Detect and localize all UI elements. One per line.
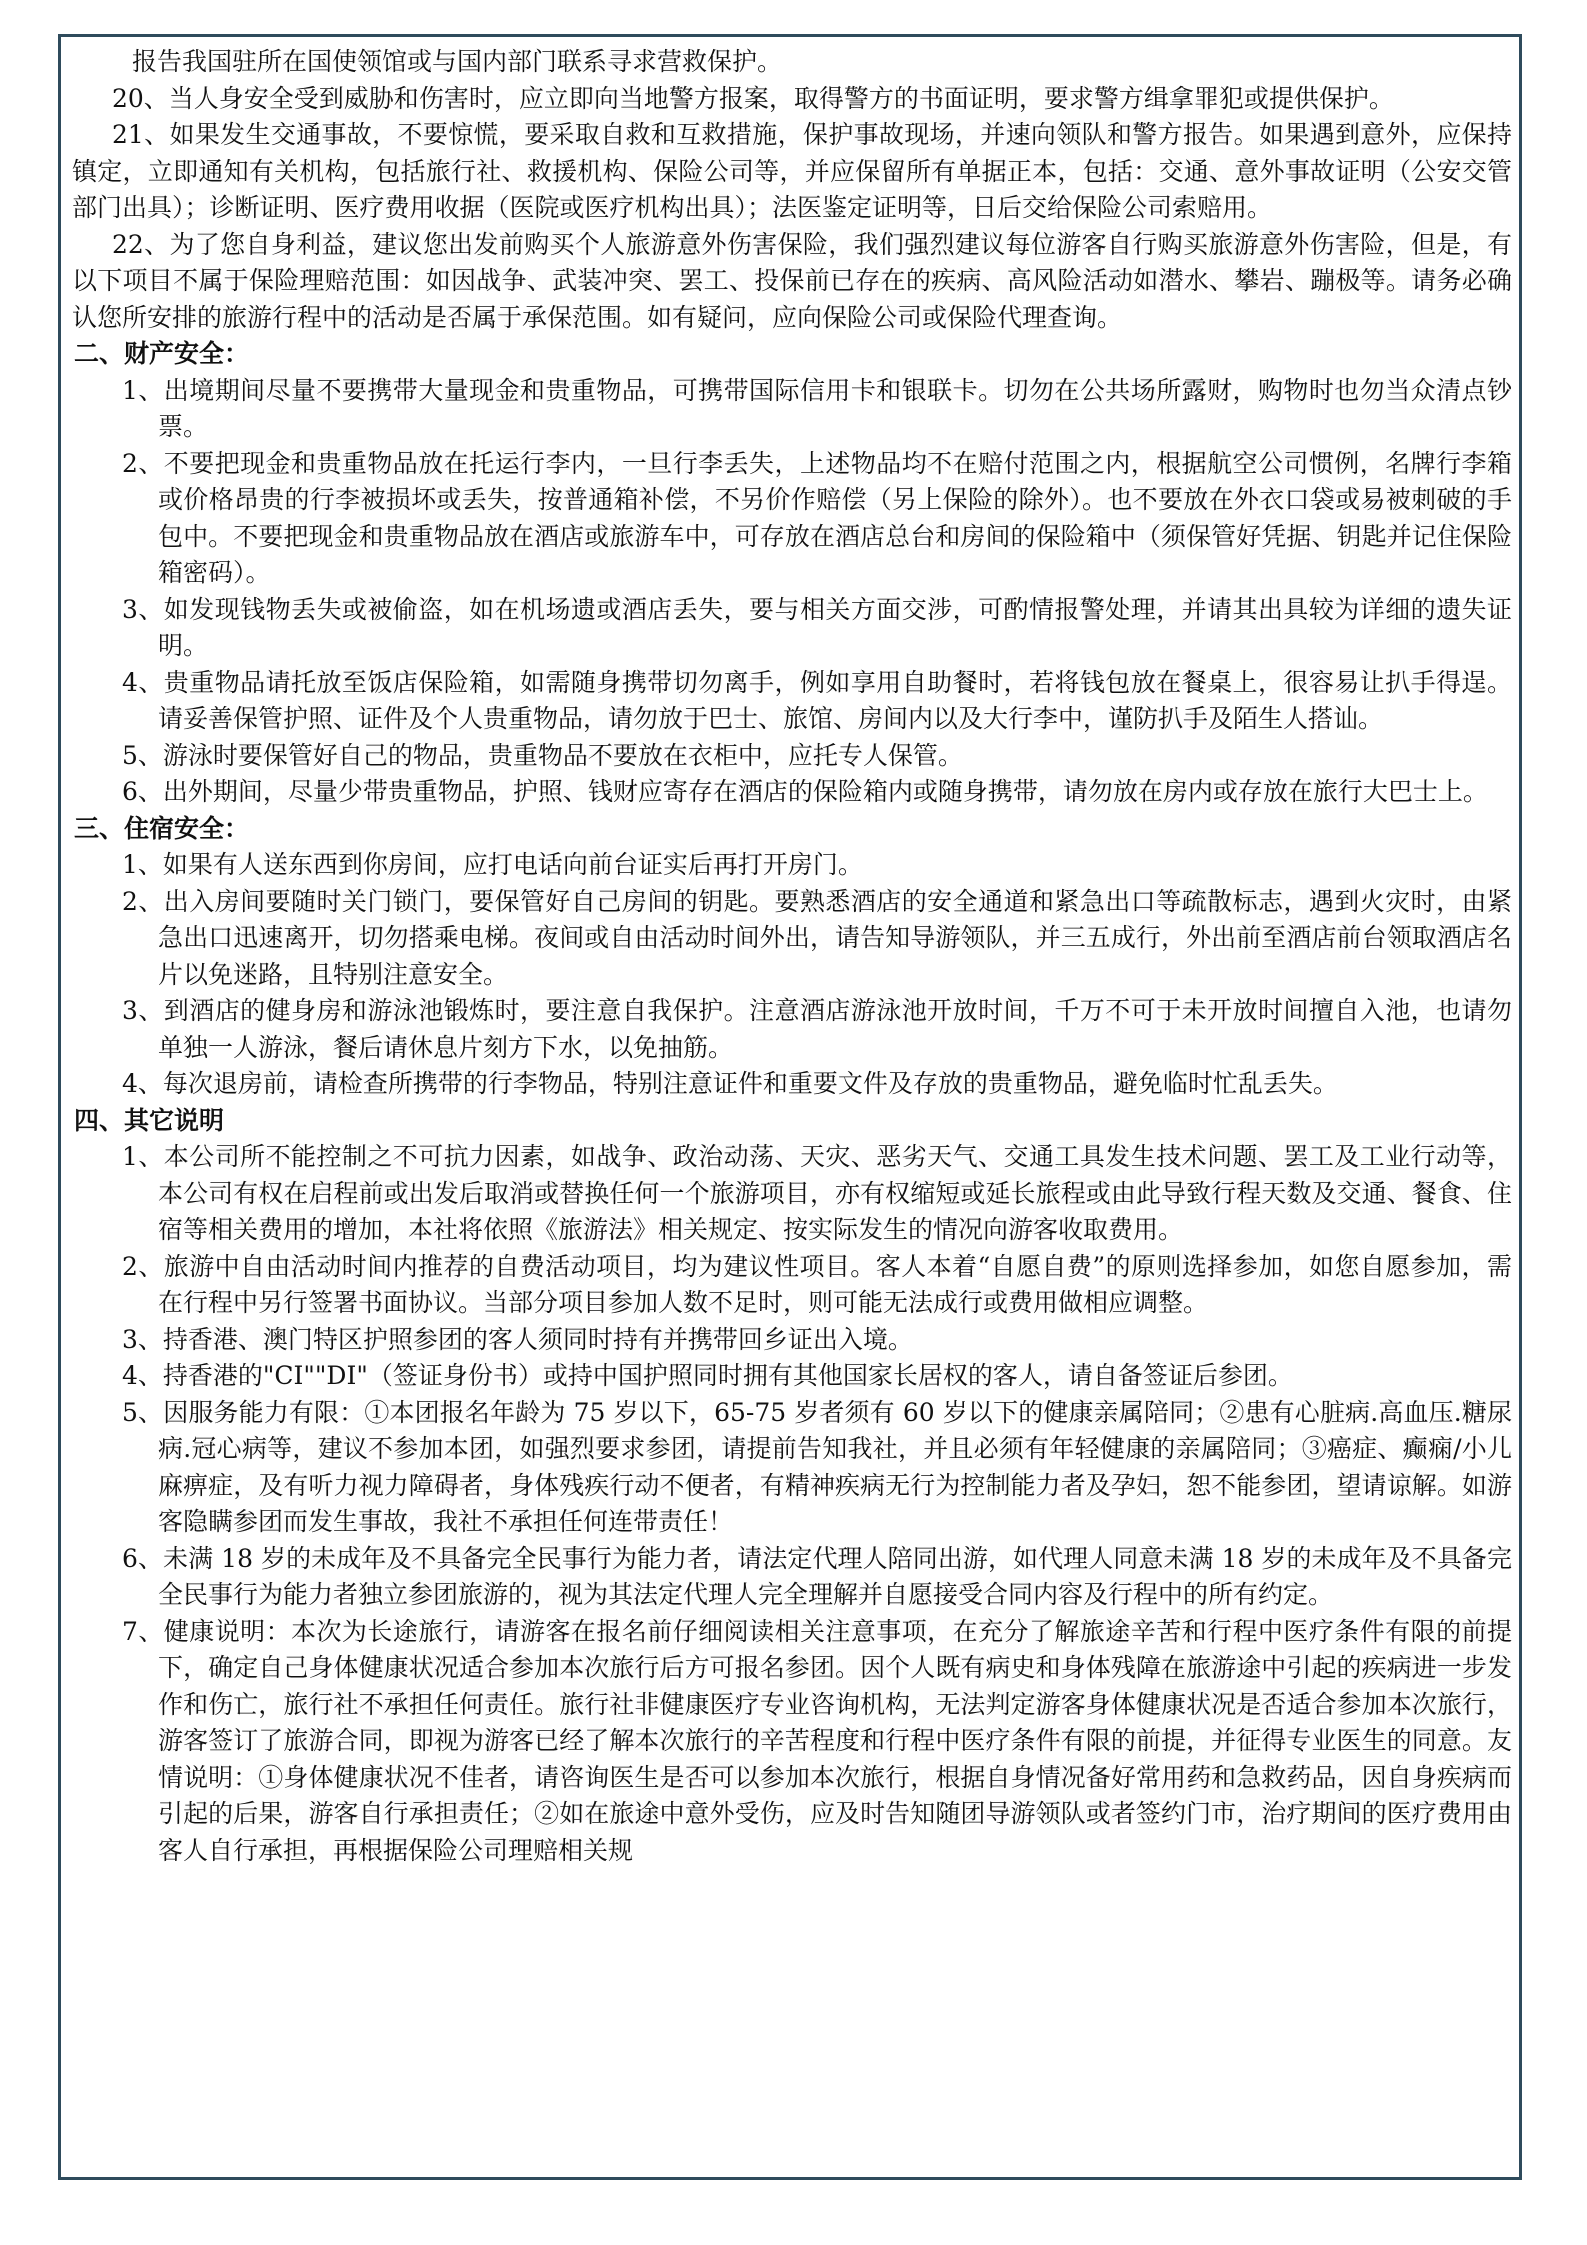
lodging-item-4: 4、每次退房前，请检查所携带的行李物品，特别注意证件和重要文件及存放的贵重物品，避免临时忙乱丢失。 — [122, 1069, 1338, 1098]
property-item-1: 1、出境期间尽量不要携带大量现金和贵重物品，可携带国际信用卡和银联卡。切勿在公共场所露财，购物时也勿当众清点钞票。 — [122, 375, 1512, 441]
intro-continuation: 报告我国驻所在国使领馆或与国内部门联系寻求营救保护。 — [132, 47, 783, 76]
property-item-4: 4、贵重物品请托放至饭店保险箱，如需随身携带切勿离手，例如享用自助餐时，若将钱包放在餐桌上，很容易让扒手得逞。请妥善保管护照、证件及个人贵重物品，请勿放于巴士、旅馆、房间内以及大行李中，谨防扒手及陌生人搭讪。 — [122, 667, 1512, 733]
property-item-5: 5、游泳时要保管好自己的物品，贵重物品不要放在衣柜中，应托专人保管。 — [122, 740, 963, 770]
section-heading-other: 四、其它说明 — [74, 1105, 225, 1135]
other-item-6: 6、未满 18 岁的未成年及不具备完全民事行为能力者，请法定代理人陪同出游，如代理人同意未满 18 岁的未成年及不具备完全民事行为能力者独立参团旅游的，视为其法定代理人完全理解并自愿接受合同内容及行程中的所有约定。 — [122, 1543, 1512, 1609]
section-heading-lodging: 三、住宿安全： — [74, 813, 250, 843]
other-item-5: 5、因服务能力有限：①本团报名年龄为 75 岁以下，65-75 岁者须有 60 岁以下的健康亲属陪同；②患有心脏病.高血压.糖尿病.冠心病等，建议不参加本团，如强烈要求参团，请提前告知我社，并且必须有年轻健康的亲属陪同；③癌症、癫痫/小儿麻痹症，及有听力视力障碍者，身体残疾行动不便者，有精神疾病无行为控制能力者及孕妇，恕不能参团，望请谅解。如游客隐瞒参团而发生事故，我社不承担任何连带责任！ — [122, 1397, 1512, 1536]
lodging-item-2: 2、出入房间要随时关门锁门，要保管好自己房间的钥匙。要熟悉酒店的安全通道和紧急出口等疏散标志，遇到火灾时，由紧急出口迅速离开，切勿搭乘电梯。夜间或自由活动时间外出，请告知导游领队，并三五成行，外出前至酒店前台领取酒店名片以免迷路，且特别注意安全。 — [122, 886, 1512, 989]
item-22: 22、为了您自身利益，建议您出发前购买个人旅游意外伤害保险，我们强烈建议每位游客自行购买旅游意外伤害险，但是，有以下项目不属于保险理赔范围：如因战争、武装冲突、罢工、投保前已存在的疾病、高风险活动如潜水、攀岩、蹦极等。请务必确认您所安排的旅游行程中的活动是否属于承保范围。如有疑问，应向保险公司或保险代理查询。 — [72, 229, 1512, 332]
other-item-4: 4、持香港的"CI""DI"（签证身份书）或持中国护照同时拥有其他国家长居权的客人，请自备签证后参团。 — [122, 1361, 1293, 1390]
item-21: 21、如果发生交通事故，不要惊慌，要采取自救和互救措施，保护事故现场，并速向领队和警方报告。如果遇到意外，应保持镇定，立即通知有关机构，包括旅行社、救援机构、保险公司等，并应保留所有单据正本，包括：交通、意外事故证明（公安交管部门出具）；诊断证明、医疗费用收据（医院或医疗机构出具）；法医鉴定证明等，日后交给保险公司索赔用。 — [72, 120, 1512, 222]
property-item-6: 6、出外期间，尽量少带贵重物品，护照、钱财应寄存在酒店的保险箱内或随身携带，请勿放在房内或存放在旅行大巴士上。 — [122, 777, 1488, 806]
section-heading-property: 二、财产安全： — [74, 339, 250, 368]
other-item-2: 2、旅游中自由活动时间内推荐的自费活动项目，均为建议性项目。客人本着“自愿自费”的原则选择参加，如您自愿参加，需在行程中另行签署书面协议。当部分项目参加人数不足时，则可能无法成行或费用做相应调整。 — [122, 1251, 1512, 1317]
property-item-2: 2、不要把现金和贵重物品放在托运行李内，一旦行李丢失，上述物品均不在赔付范围之内，根据航空公司惯例，名牌行李箱或价格昂贵的行李被损坏或丢失，按普通箱补偿，不另价作赔偿（另上保险的除外）。也不要放在外衣口袋或易被刺破的手包中。不要把现金和贵重物品放在酒店或旅游车中，可存放在酒店总台和房间的保险箱中（须保管好凭据、钥匙并记住保险箱密码）。 — [122, 448, 1512, 587]
document-body — [72, 44, 1512, 1869]
item-20: 20、当人身安全受到威胁和伤害时，应立即向当地警方报案，取得警方的书面证明，要求警方缉拿罪犯或提供保护。 — [112, 83, 1394, 113]
lodging-item-3: 3、到酒店的健身房和游泳池锻炼时，要注意自我保护。注意酒店游泳池开放时间，千万不可于未开放时间擅自入池，也请勿单独一人游泳，餐后请休息片刻方下水，以免抽筋。 — [122, 996, 1512, 1062]
other-item-7: 7、健康说明：本次为长途旅行，请游客在报名前仔细阅读相关注意事项，在充分了解旅途辛苦和行程中医疗条件有限的前提下，确定自己身体健康状况适合参加本次旅行后方可报名参团。因个人既有病史和身体残障在旅游途中引起的疾病进一步发作和伤亡，旅行社不承担任何责任。旅行社非健康医疗专业咨询机构，无法判定游客身体健康状况是否适合参加本次旅行，游客签订了旅游合同，即视为游客已经了解本次旅行的辛苦程度和行程中医疗条件有限的前提，并征得专业医生的同意。友情说明：①身体健康状况不佳者，请咨询医生是否可以参加本次旅行，根据自身情况备好常用药和急救药品，因自身疾病而引起的后果，游客自行承担责任；②如在旅途中意外受伤，应及时告知随团导游领队或者签约门市，治疗期间的医疗费用由客人自行承担，再根据保险公司理赔相关规 — [122, 1616, 1512, 1865]
property-item-3: 3、如发现钱物丢失或被偷盗，如在机场遗或酒店丢失，要与相关方面交涉，可酌情报警处理，并请其出具较为详细的遗失证明。 — [122, 594, 1512, 660]
other-item-3: 3、持香港、澳门特区护照参团的客人须同时持有并携带回乡证出入境。 — [122, 1324, 913, 1354]
lodging-item-1: 1、如果有人送东西到你房间，应打电话向前台证实后再打开房门。 — [122, 850, 863, 879]
other-item-1: 1、本公司所不能控制之不可抗力因素，如战争、政治动荡、天灾、恶劣天气、交通工具发生技术问题、罢工及工业行动等，本公司有权在启程前或出发后取消或替换任何一个旅游项目，亦有权缩短或延长旅程或由此导致行程天数及交通、餐食、住宿等相关费用的增加，本社将依照《旅游法》相关规定、按实际发生的情况向游客收取费用。 — [122, 1142, 1512, 1244]
